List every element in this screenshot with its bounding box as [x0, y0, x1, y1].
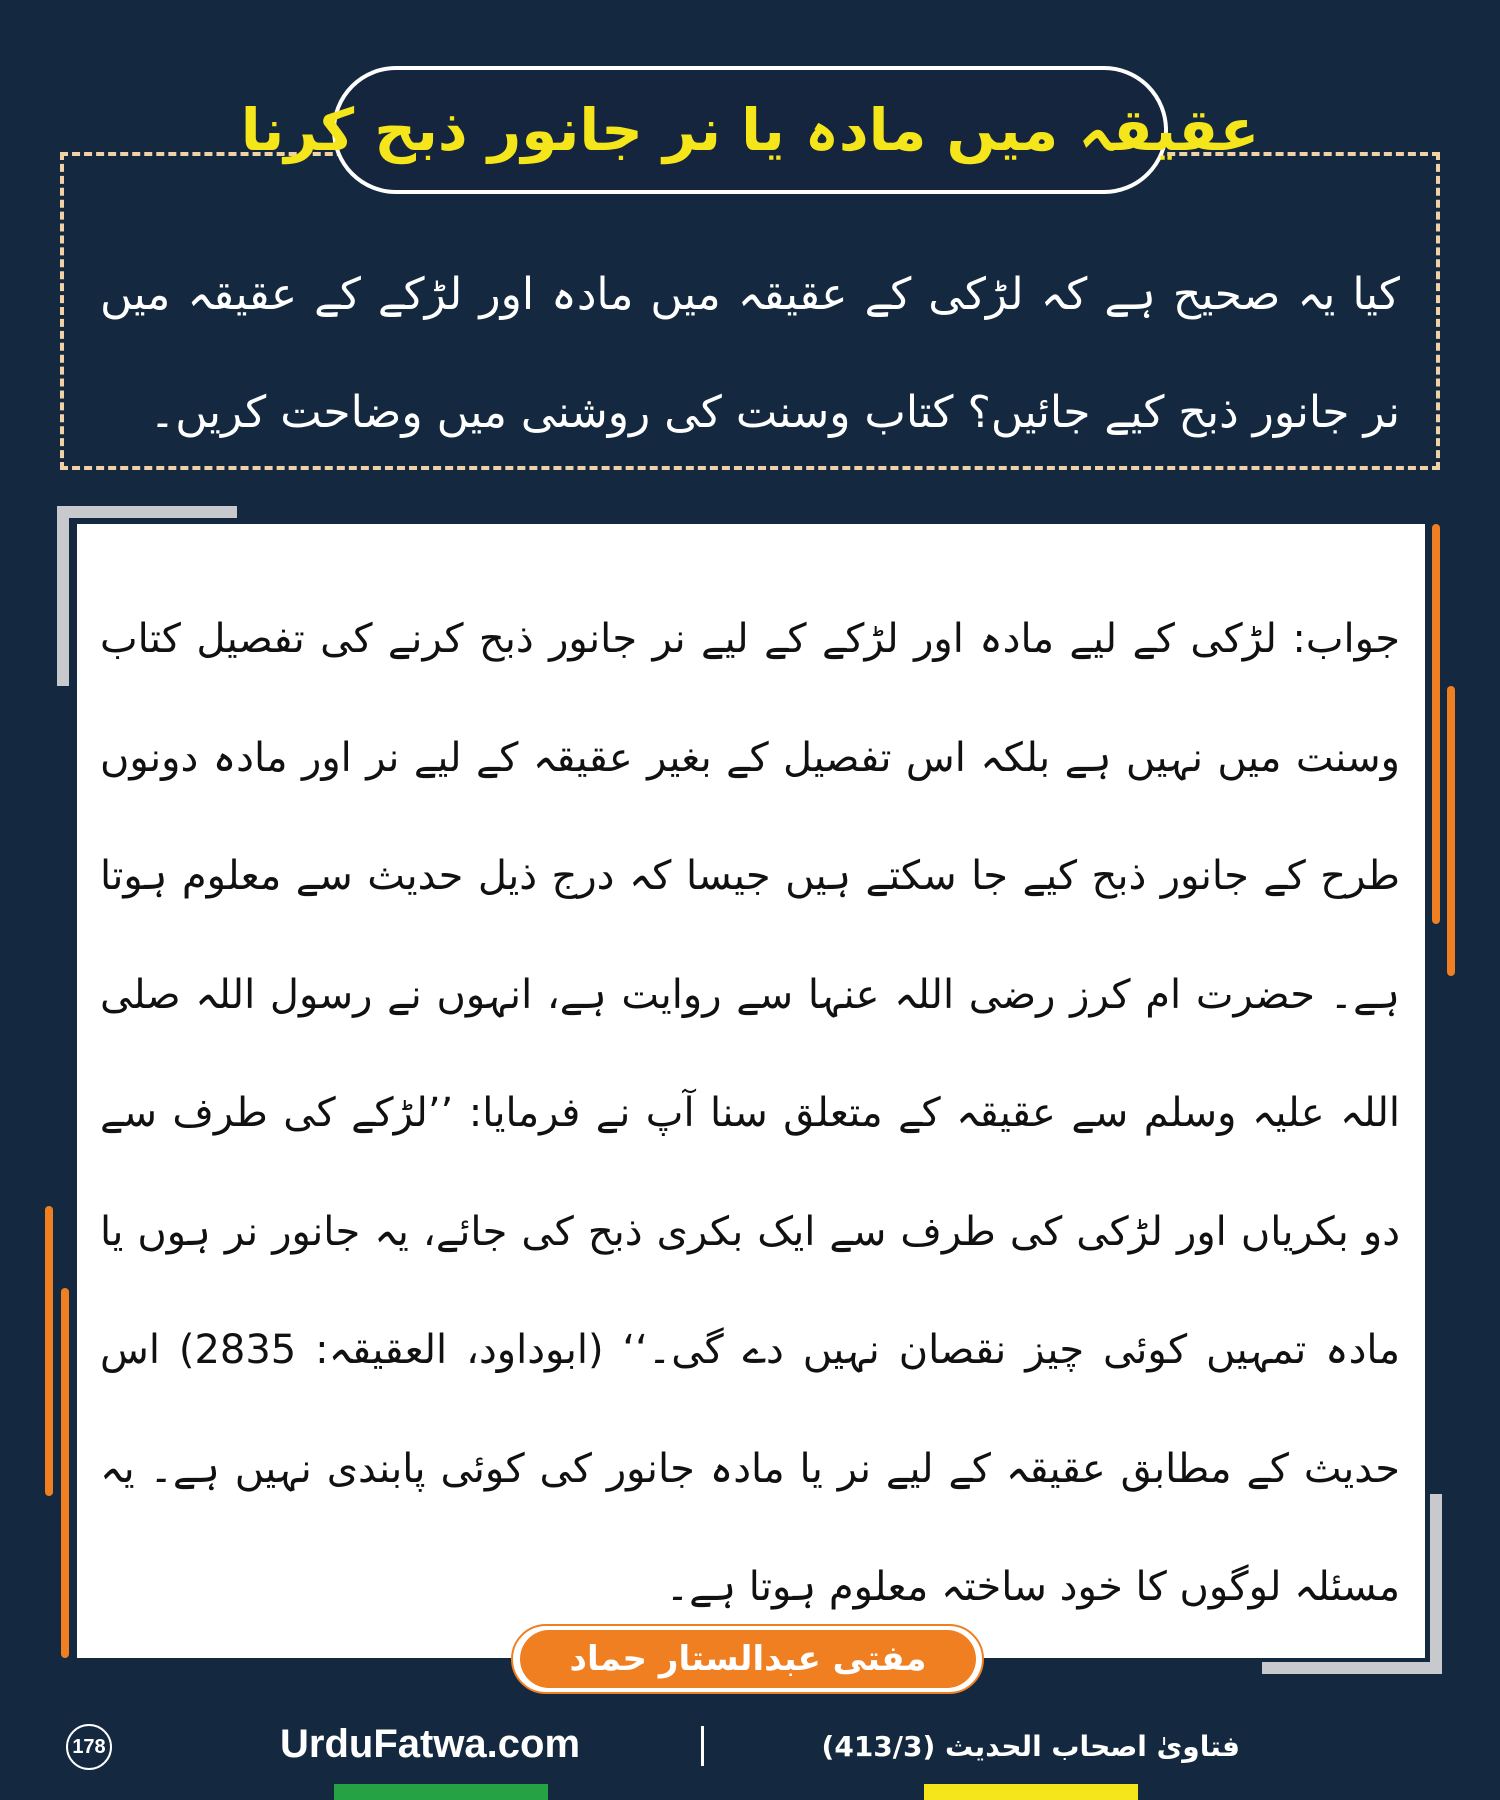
title-banner: [240, 66, 1260, 194]
author-name: مفتی عبدالستار حماد: [569, 1639, 927, 1679]
source-reference: فتاویٰ اصحاب الحدیث (413/3): [821, 1730, 1240, 1763]
answer-text: جواب: لڑکی کے لیے مادہ اور لڑکے کے لیے نر جانور ذبح کرنے کی تفصیل کتاب وسنت میں نہیں ہے بلکہ اس تفصیل کے بغیر عقیقہ کے لیے نر اور مادہ دونوں طرح کے جانور ذبح کیے جا سکتے ہیں جیسا کہ درج ذیل حدیث سے معلوم ہوتا ہے۔ حضرت ام کرز رضی اللہ عنہا سے روایت ہے، انہوں نے رسول اللہ صلی اللہ علیہ وسلم سے عقیقہ کے متعلق سنا آپ نے فرمایا: ’’لڑکے کی طرف سے دو بکریاں اور لڑکی کی طرف سے ایک بکری ذبح کی جائے، یہ جانور نر ہوں یا مادہ تمہیں کوئی چیز نقصان نہیں دے گی۔‘‘ (ابوداود، العقیقہ: 2835) اس حدیث کے مطابق عقیقہ کے لیے نر یا مادہ جانور کی کوئی پابندی نہیں ہے۔ یہ مسئلہ لوگوں کا خود ساختہ معلوم ہوتا ہے۔: [100, 616, 1400, 1610]
page-title: عقیقہ میں مادہ یا نر جانور ذبح کرنا: [240, 96, 1260, 164]
orange-accent-bar: [1432, 524, 1440, 924]
website-link[interactable]: UrduFatwa.com: [280, 1722, 581, 1766]
orange-accent-bar: [61, 1288, 69, 1658]
orange-accent-bar: [45, 1206, 53, 1496]
footer-separator: [701, 1726, 704, 1766]
footer-yellow-bar: [924, 1784, 1138, 1800]
footer-green-bar: [334, 1784, 548, 1800]
orange-accent-bar: [1447, 686, 1455, 976]
page-number-badge: 178: [66, 1724, 112, 1770]
author-badge: [520, 1630, 976, 1688]
question-text: کیا یہ صحیح ہے کہ لڑکی کے عقیقہ میں مادہ اور لڑکے کے عقیقہ میں نر جانور ذبح کیے جائیں؟ کتاب وسنت کی روشنی میں وضاحت کریں۔: [100, 269, 1400, 438]
